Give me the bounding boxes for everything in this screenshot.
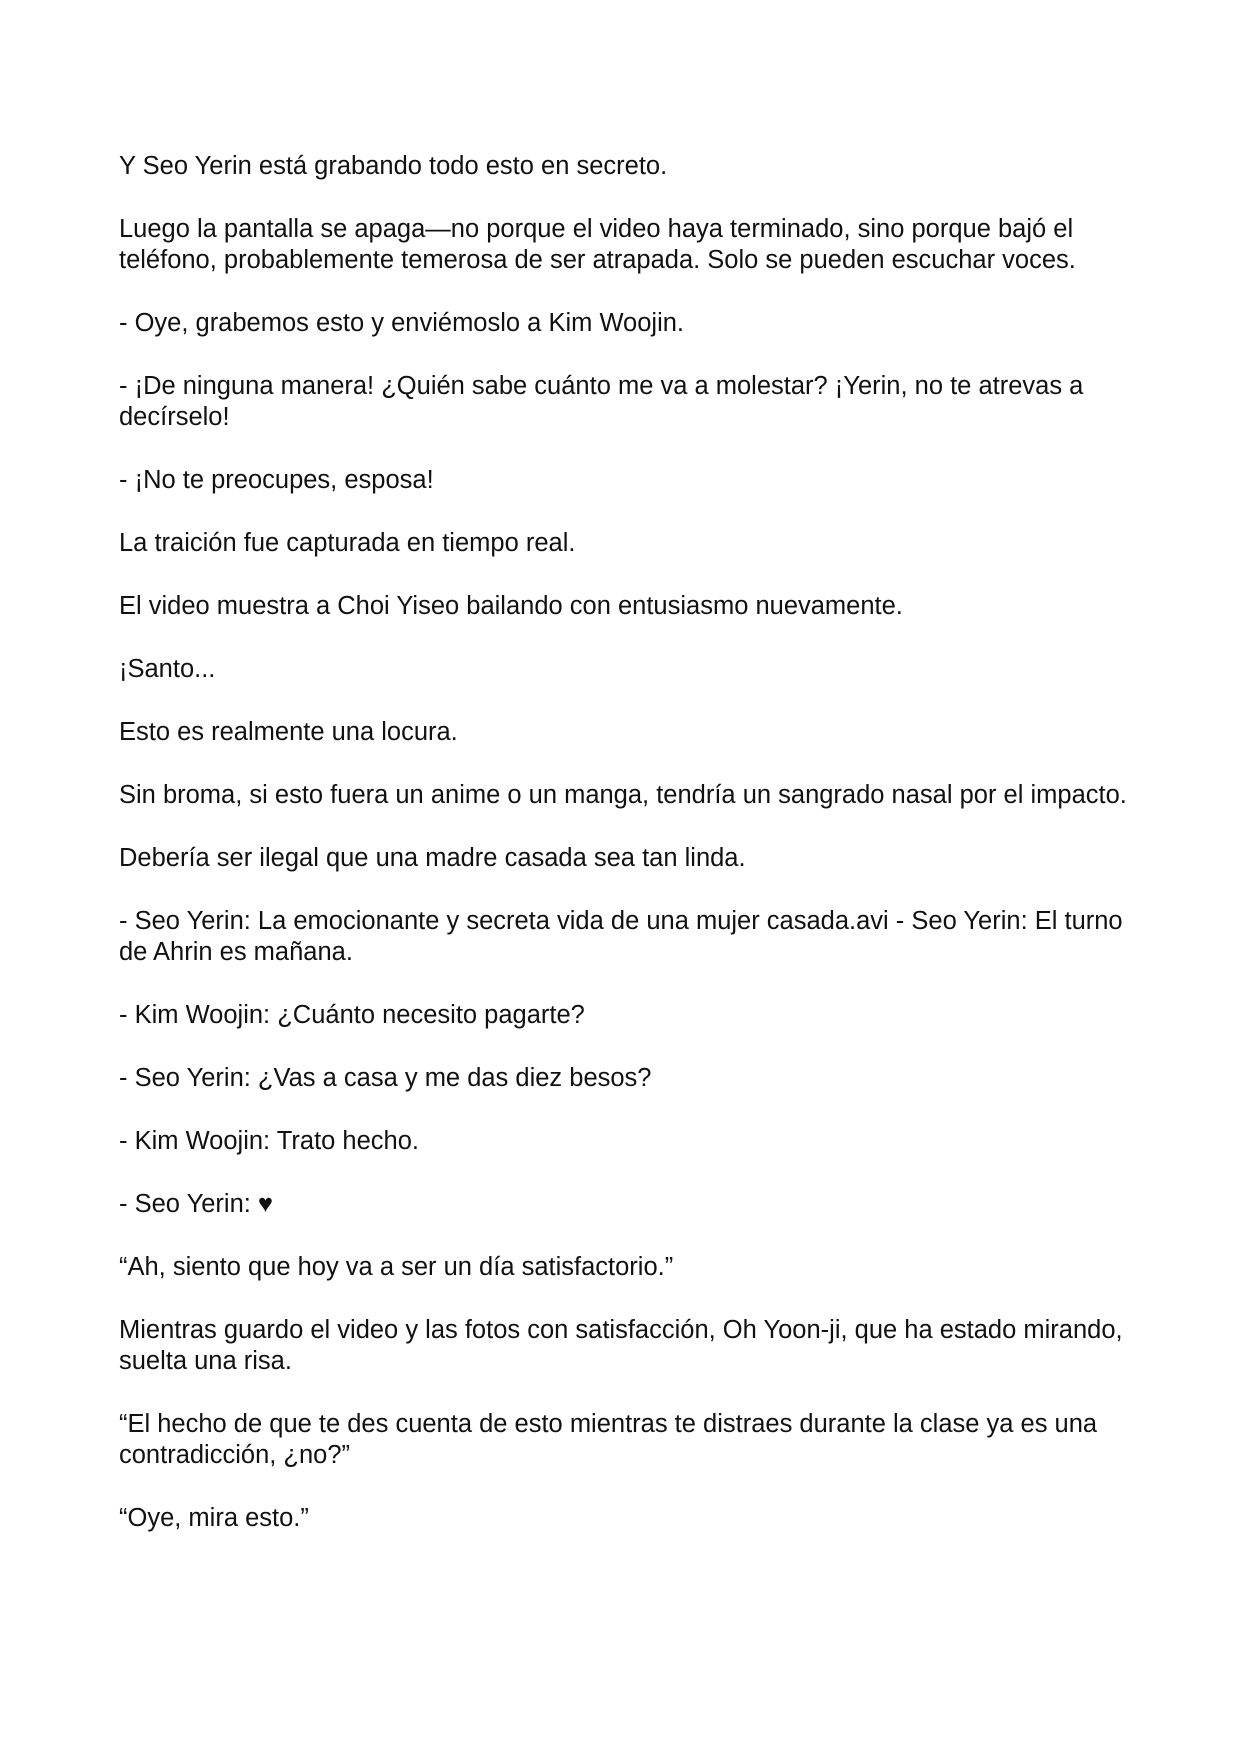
paragraph: Y Seo Yerin está grabando todo esto en secreto.	[119, 152, 668, 180]
chat-message: - Kim Woojin: Trato hecho.	[119, 1127, 419, 1155]
chat-message: - Seo Yerin: ¿Vas a casa y me das diez besos?	[119, 1064, 652, 1092]
quote: “El hecho de que te des cuenta de esto mientras te distraes durante la clase ya es una contradicción, ¿no?”	[119, 1410, 1098, 1469]
paragraph: Esto es realmente una locura.	[119, 718, 458, 746]
quote: “Oye, mira esto.”	[119, 1504, 309, 1532]
paragraph: El video muestra a Choi Yiseo bailando con entusiasmo nuevamente.	[119, 592, 903, 620]
paragraph: Luego la pantalla se apaga—no porque el video haya terminado, sino porque bajó el teléfono, probablemente temerosa de ser atrapada. Solo se pueden escuchar voces.	[119, 215, 1076, 274]
paragraph: La traición fue capturada en tiempo real.	[119, 529, 576, 557]
paragraph: Mientras guardo el video y las fotos con satisfacción, Oh Yoon-ji, que ha estado mirando, suelta una risa.	[119, 1316, 1123, 1375]
paragraph: Sin broma, si esto fuera un anime o un manga, tendría un sangrado nasal por el impacto.	[119, 781, 1127, 809]
quote: “Ah, siento que hoy va a ser un día satisfactorio.”	[119, 1253, 674, 1281]
document-body	[119, 151, 1129, 1566]
paragraph: Debería ser ilegal que una madre casada sea tan linda.	[119, 844, 746, 872]
chat-message: - Seo Yerin: La emocionante y secreta vida de una mujer casada.avi - Seo Yerin: El turno de Ahrin es mañana.	[119, 907, 1123, 966]
dialogue-line: - ¡No te preocupes, esposa!	[119, 466, 434, 494]
chat-message: - Seo Yerin: ♥	[119, 1190, 274, 1218]
chat-message: - Kim Woojin: ¿Cuánto necesito pagarte?	[119, 1001, 585, 1029]
paragraph: ¡Santo...	[119, 655, 216, 683]
dialogue-line: - Oye, grabemos esto y enviémoslo a Kim Woojin.	[119, 309, 685, 337]
dialogue-line: - ¡De ninguna manera! ¿Quién sabe cuánto me va a molestar? ¡Yerin, no te atrevas a decírselo!	[119, 372, 1084, 431]
